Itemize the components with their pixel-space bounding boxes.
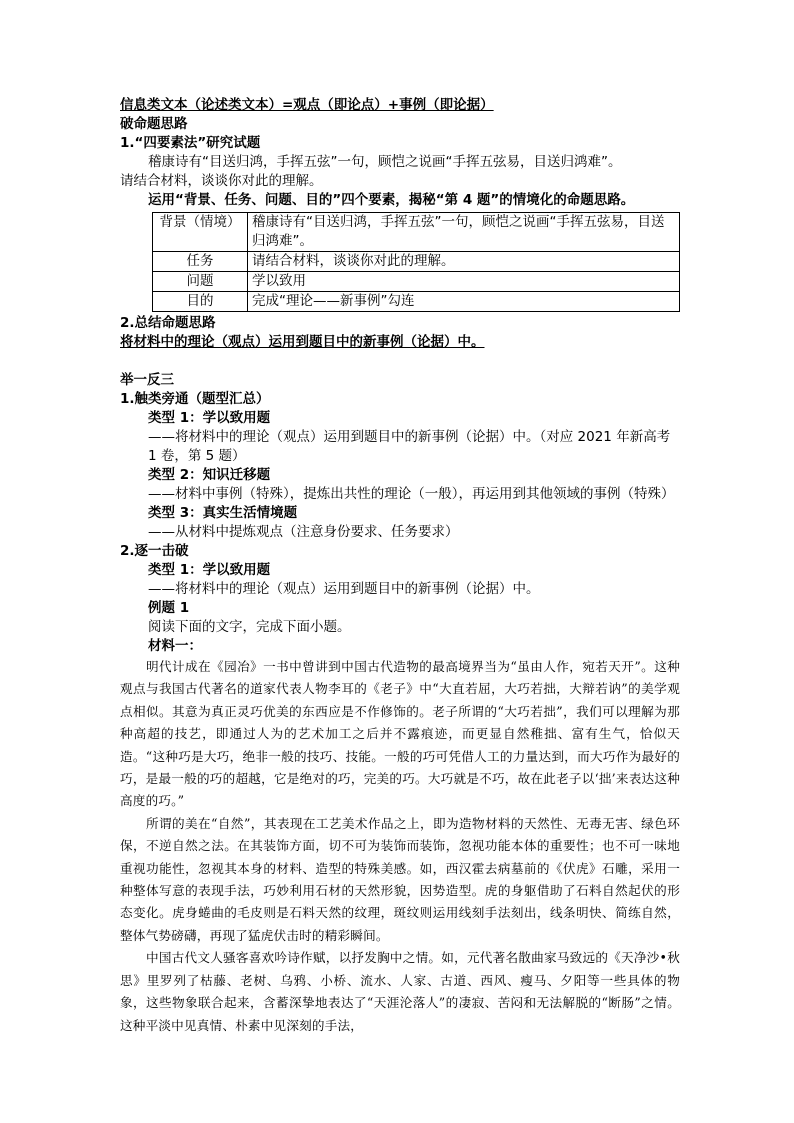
example-title: 例题 1 [148,600,190,616]
subsection-title: 2.逐一击破 [120,543,189,559]
material-paragraph: 所谓的美在“自然”，其表现在工艺美术作品之上，即为造物材料的天然性、无毒无害、绿色环保，不逆自然之法。在其装饰方面，切不可为装饰而装饰，忽视功能本体的重要性；也不可一味地重视功能性，忽视其本身的材料、造型的特殊美感。如，西汉霍去病墓前的《伏虎》石雕，采用一种整体写意的表现手法，巧妙利用石材的天然形貌，因势造型。虎的身躯借助了石料自然起伏的形态变化。虎身蜷曲的毛皮则是石料天然的纹理，斑纹则运用线刻手法刻出，线条明快、简练自然，整体气势磅礴，再现了猛虎伏击时的精彩瞬间。 [120,815,680,943]
question-line: 请结合材料，谈谈你对此的理解。 [120,173,323,189]
method-paragraph: 运用“背景、任务、问题、目的”四个要素，揭秘“第 4 题”的情境化的命题思路。 [148,192,635,208]
page-heading: 信息类文本（论述类文本）=观点（即论点）+事例（即论据） [120,97,494,113]
table-key: 背景（情境） [153,213,248,252]
type-title: 类型 1：学以致用题 [148,562,271,578]
type-body: ——将材料中的理论（观点）运用到题目中的新事例（论据）中。 [148,581,540,597]
material-label: 材料一： [148,638,202,654]
table-key: 任务 [153,252,248,272]
table-value: 稽康诗有“目送归鸿，手挥五弦”一句，顾恺之说画“手挥五弦易，目送归鸿难”。 [248,213,680,252]
table-key: 问题 [153,272,248,292]
table-value: 学以致用 [248,272,680,292]
table-row [153,272,680,292]
subsection-title: 1.触类旁通（题型汇总） [120,391,270,407]
subsection-title: 1.“四要素法”研究试题 [120,135,261,151]
table-row [153,292,680,312]
type-title: 类型 2：知识迁移题 [148,467,271,483]
example-instruction: 阅读下面的文字，完成下面小题。 [148,619,351,635]
material-text [120,656,680,1037]
type-body: ——将材料中的理论（观点）运用到题目中的新事例（论据）中。（对应 2021 年新高考 1 卷，第 5 题） [148,429,671,464]
type-title: 类型 3：真实生活情境题 [148,505,298,521]
section-title: 举一反三 [120,372,174,388]
material-paragraph: 明代计成在《园冶》一书中曾讲到中国古代造物的最高境界当为“虽由人作，宛若天开”。这种观点与我国古代著名的道家代表人物李耳的《老子》中“大直若屈，大巧若拙，大辩若讷”的美学观点相似。其意为真正灵巧优美的东西应是不作修饰的。老子所谓的“大巧若拙”，我们可以理解为那种高超的技艺，即通过人为的艺术加工之后并不露痕迹，而更显自然稚拙、富有生气，恰似天造。“这种巧是大巧，绝非一般的技巧、技能。一般的巧可凭借人工的力量达到，而大巧作为最好的巧，是最一般的巧的超越，它是绝对的巧，完美的巧。大巧就是不巧，故在此老子以‘拙’来表达这种高度的巧。” [120,659,680,809]
four-elements-table [152,212,680,312]
question-line: 稽康诗有“目送归鸿，手挥五弦”一句，顾恺之说画“手挥五弦易，目送归鸿难”。 [148,154,622,170]
table-row [153,252,680,272]
document-body [120,96,680,1037]
table-value: 请结合材料，谈谈你对此的理解。 [248,252,680,272]
summary-line: 将材料中的理论（观点）运用到题目中的新事例（论据）中。 [120,334,485,350]
spacer [120,352,680,371]
table-row [153,213,680,252]
section-title: 破命题思路 [120,116,188,132]
subsection-title: 2.总结命题思路 [120,315,216,331]
table-value: 完成“理论——新事例”勾连 [248,292,680,312]
type-body: ——材料中事例（特殊），提炼出共性的理论（一般），再运用到其他领域的事例（特殊） [148,486,675,502]
material-paragraph: 中国古代文人骚客喜欢吟诗作赋，以抒发胸中之情。如，元代著名散曲家马致远的《天净沙•秋思》里罗列了枯藤、老树、乌鸦、小桥、流水、人家、古道、西风、瘦马、夕阳等一些具体的物象，这些物象联合起来，含蓄深挚地表达了“天涯沦落人”的凄寂、苦闷和无法解脱的“断肠”之情。这种平淡中见真情、朴素中见深刻的手法， [120,950,680,1033]
type-body: ——从材料中提炼观点（注意身份要求、任务要求） [148,524,459,540]
table-key: 目的 [153,292,248,312]
type-title: 类型 1：学以致用题 [148,410,271,426]
